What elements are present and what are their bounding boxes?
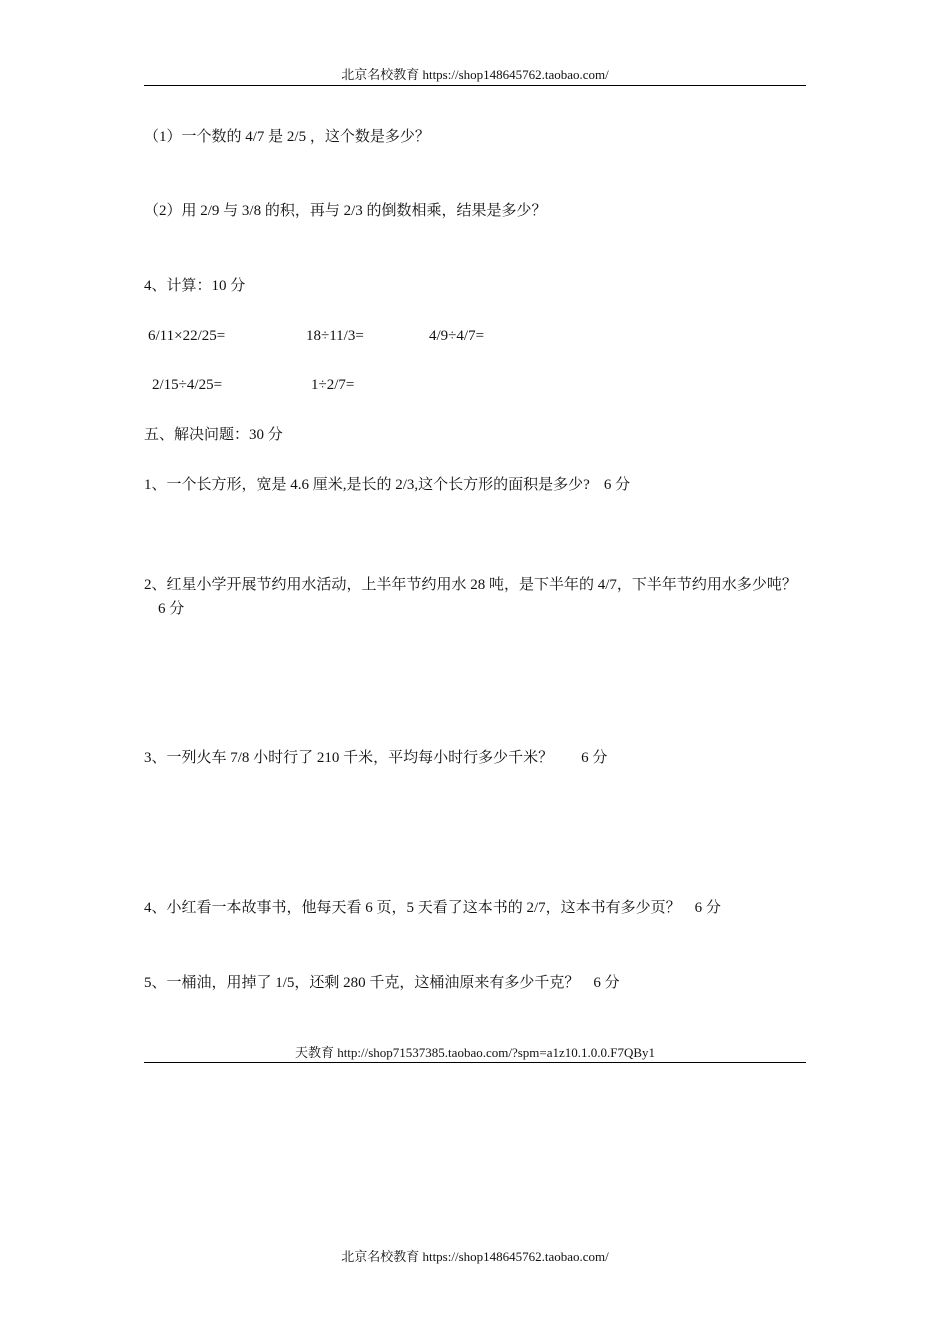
problem-score: 6 分 — [593, 975, 620, 991]
problem-4 — [144, 896, 721, 920]
problem-score: 6 分 — [158, 601, 185, 617]
problem-3 — [144, 746, 607, 770]
problem-text: 5、一桶油，用掉了 1/5，还剩 280 千克，这桶油原来有多少千克？ — [144, 975, 580, 991]
problem-text: 2、红星小学开展节约用水活动，上半年节约用水 28 吨，是下半年的 4/7，下半年节约用水多少吨？ — [144, 577, 797, 593]
problem-text: 3、一列火车 7/8 小时行了 210 千米，平均每小时行多少千米？ — [144, 750, 554, 766]
calc-item: 1÷2/7= — [311, 377, 355, 393]
section-5-title: 五、解决问题：30 分 — [144, 427, 283, 443]
problem-score: 6 分 — [603, 477, 631, 493]
question-3-2: （2）用 2/9 与 3/8 的积，再与 2/3 的倒数相乘，结果是多少？ — [144, 203, 547, 219]
page-header: 北京名校教育 https://shop148645762.taobao.com/ — [341, 67, 609, 82]
header-rule — [144, 85, 806, 86]
calc-item: 2/15÷4/25= — [152, 377, 223, 393]
problem-text: 4、小红看一本故事书，他每天看 6 页，5 天看了这本书的 2/7，这本书有多少页？ — [144, 900, 681, 916]
section-4-title: 4、计算：10 分 — [144, 278, 246, 294]
footer-rule — [144, 1062, 806, 1063]
next-page-header: 北京名校教育 https://shop148645762.taobao.com/ — [341, 1249, 609, 1264]
problem-score: 6 分 — [581, 750, 608, 766]
problem-text: 1、一个长方形，宽是 4.6 厘米,是长的 2/3,这个长方形的面积是多少? — [144, 477, 590, 493]
problem-1 — [144, 473, 630, 497]
calc-item: 6/11×22/25= — [148, 328, 226, 344]
problem-5 — [144, 971, 620, 995]
page-footer-link: 天教育 http://shop71537385.taobao.com/?spm=a1z10.1.0.0.F7QBy1 — [294, 1045, 656, 1060]
calc-item: 4/9÷4/7= — [429, 328, 485, 344]
problem-2 — [144, 573, 808, 621]
calc-item: 18÷11/3= — [306, 328, 364, 344]
question-3-1: （1）一个数的 4/7 是 2/5 ，这个数是多少？ — [144, 129, 430, 145]
problem-score: 6 分 — [694, 900, 721, 916]
